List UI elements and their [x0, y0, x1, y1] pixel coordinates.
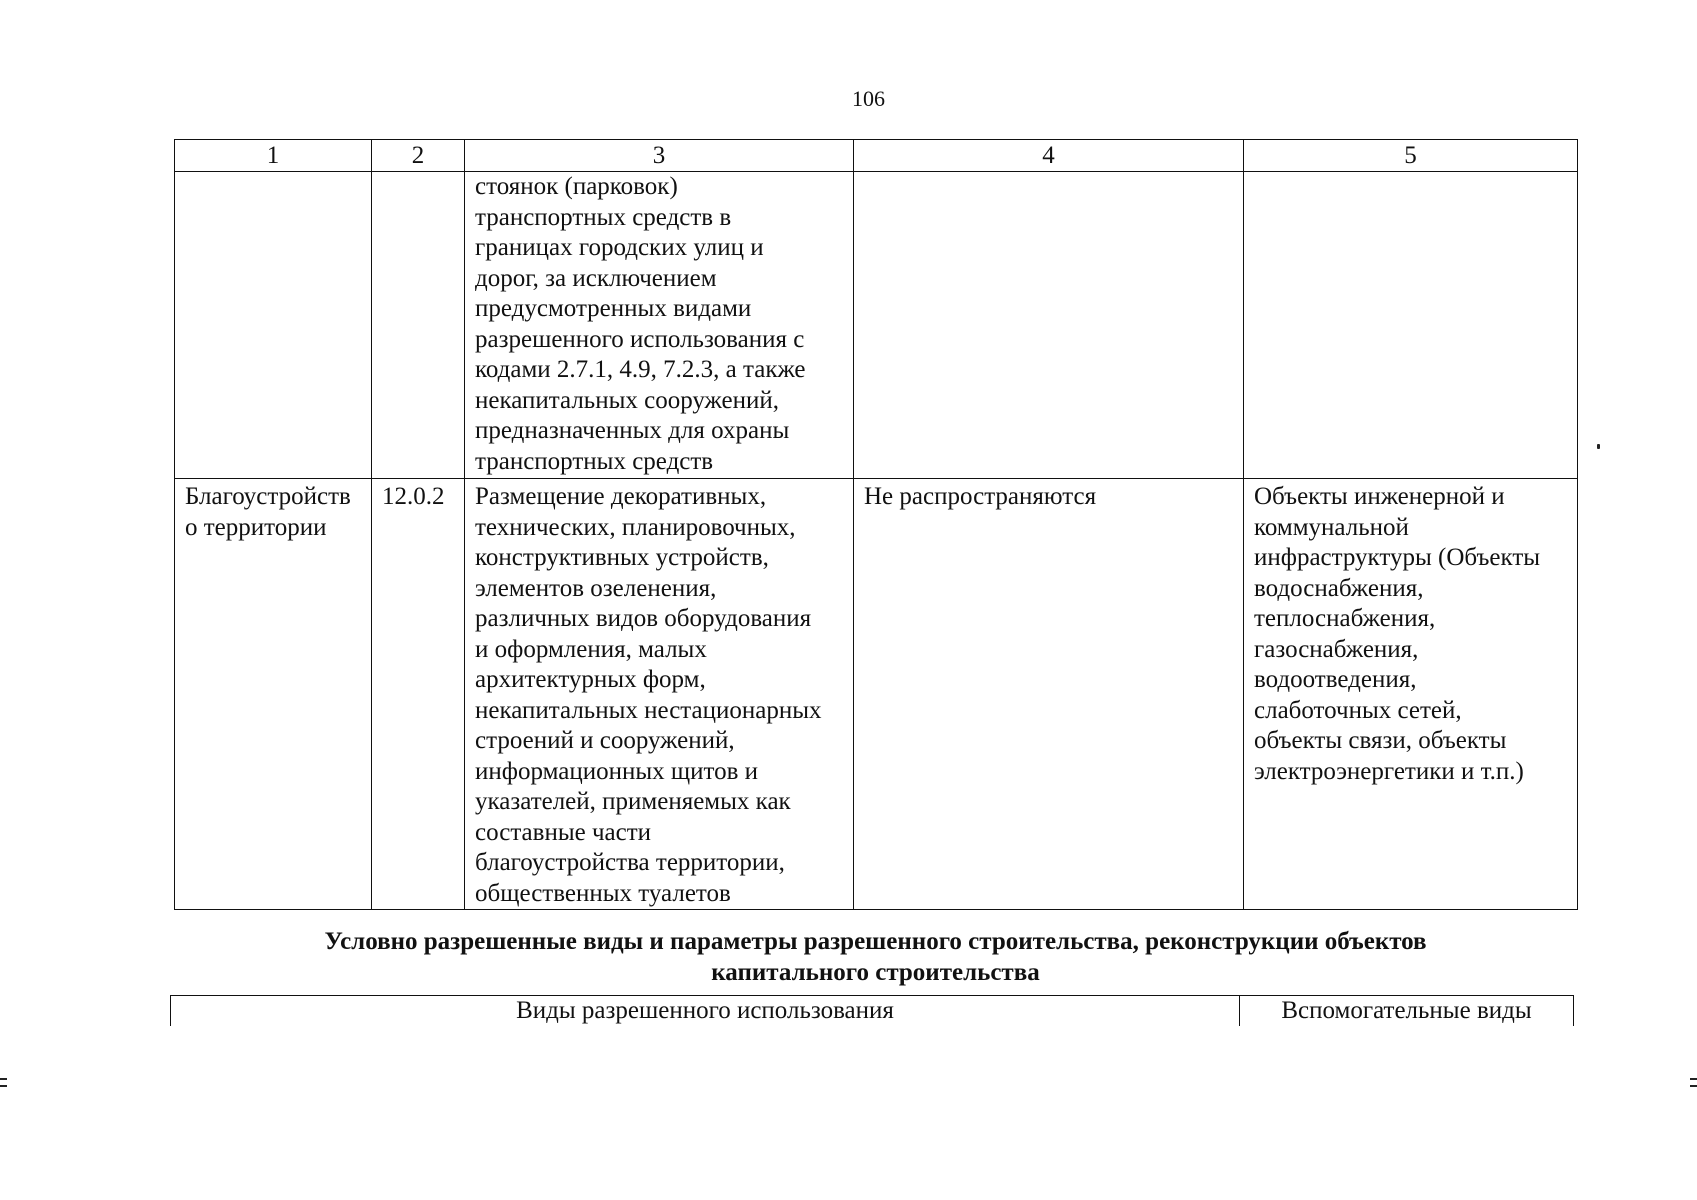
column-header-permitted-uses: Виды разрешенного использования [171, 996, 1240, 1027]
table-row [175, 479, 1578, 910]
scan-artifact-mark [0, 1085, 7, 1087]
scan-artifact-dot [1597, 444, 1600, 449]
use-type-description-cell: стоянок (парковок) транспортных средств в границах городских улиц и дорог, за исключением предусмотренных видами разрешенного использования с кодами 2.7.1, 4.9, 7.2.3, а также некапитальных сооружений, предназначенных для охраны транспортных средств [465, 172, 854, 479]
parameters-cell [854, 172, 1244, 479]
page-number: 106 [852, 86, 885, 111]
table-row [175, 172, 1578, 479]
scan-artifact-mark [0, 1078, 7, 1080]
use-type-code-cell: 12.0.2 [372, 479, 465, 910]
auxiliary-types-cell [1244, 172, 1578, 479]
use-type-description-cell: Размещение декоративных, технических, планировочных, конструктивных устройств, элементов озеленения, различных видов оборудования и оформления, малых архитектурных форм, некапитальных нестационарных строений и сооружений, информационных щитов и указателей, применяемых как составные части благоустройства территории, общественных туалетов [465, 479, 854, 910]
parameters-cell: Не распространяются [854, 479, 1244, 910]
use-type-code-cell [372, 172, 465, 479]
section-title: Условно разрешенные виды и параметры разрешенного строительства, реконструкции объектов капитального строительства [324, 928, 1427, 986]
table-header-row [171, 996, 1574, 1027]
column-header-auxiliary-uses: Вспомогательные виды [1240, 996, 1574, 1027]
scan-artifact-mark [1690, 1078, 1697, 1080]
column-header-2: 2 [372, 140, 465, 172]
table-header-row [175, 140, 1578, 172]
use-type-name-cell: Благоустройств о территории [175, 479, 372, 910]
auxiliary-types-cell: Объекты инженерной и коммунальной инфраструктуры (Объекты водоснабжения, теплоснабжения, газоснабжения, водоотведения, слаботочных сетей, объекты связи, объекты электроэнергетики и т.п.) [1244, 479, 1578, 910]
column-header-5: 5 [1244, 140, 1578, 172]
use-type-name-cell [175, 172, 372, 479]
column-header-4: 4 [854, 140, 1244, 172]
column-header-3: 3 [465, 140, 854, 172]
land-use-table [174, 139, 1578, 910]
scan-artifact-mark [1690, 1085, 1697, 1087]
conditional-use-table-header [170, 995, 1574, 1026]
column-header-1: 1 [175, 140, 372, 172]
